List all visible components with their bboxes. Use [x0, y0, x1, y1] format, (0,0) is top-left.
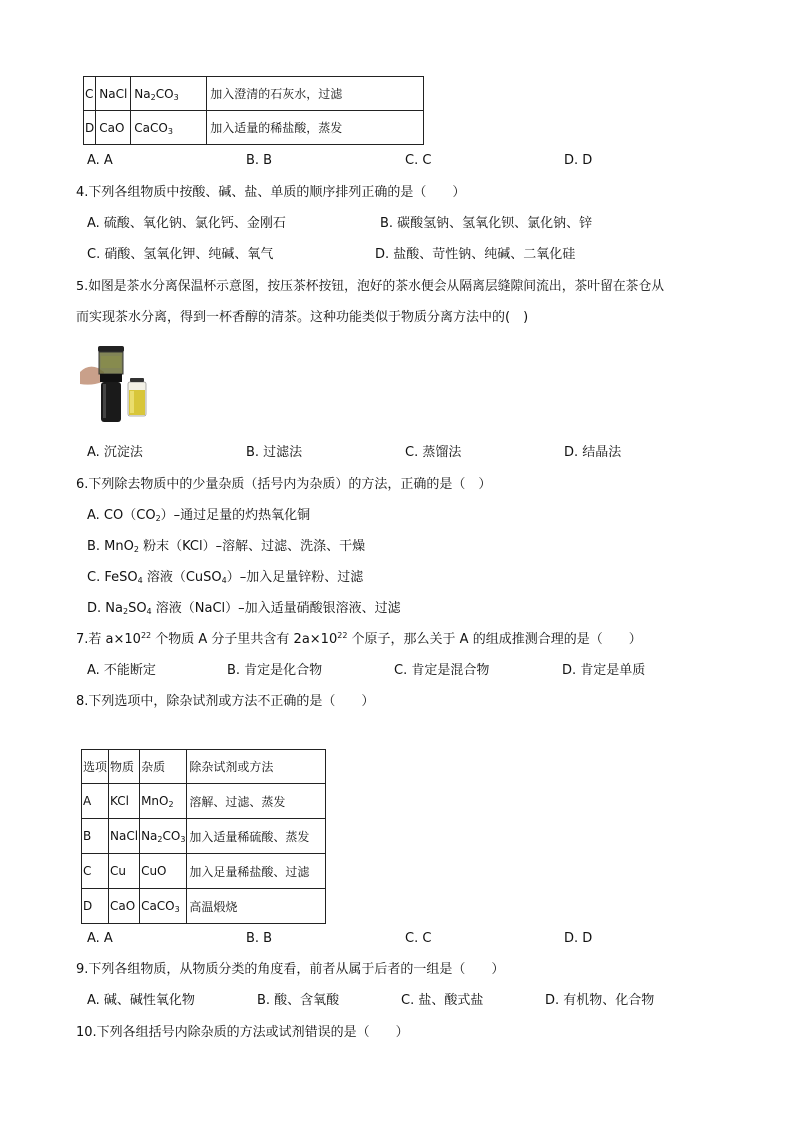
table-cell-substance: CaO [96, 111, 131, 145]
q6-option-c: C. FeSO$_4$ 溶液（CuSO$_4$）–加入足量锌粉、过滤 [87, 570, 364, 585]
table-row [82, 819, 326, 854]
q7-option-d: D. 肯定是单质 [562, 663, 646, 678]
table-cell-substance: NaCl [96, 77, 131, 111]
q7-option-c: C. 肯定是混合物 [394, 663, 490, 678]
table-cell-method: 溶解、过滤、蒸发 [187, 784, 326, 819]
q5-stem-line1: 5.如图是茶水分离保温杯示意图，按压茶杯按钮，泡好的茶水便会从隔离层缝隙间流出，茶叶留在茶仓从 [76, 279, 665, 294]
q3-option-b: B. B [246, 153, 273, 168]
q5-option-a: A. 沉淀法 [87, 445, 143, 460]
table-cell-method: 加入澄清的石灰水，过滤 [207, 77, 424, 111]
table-cell-option: D [82, 889, 109, 924]
table-cell-substance: KCl [109, 784, 140, 819]
q8-option-c: C. C [405, 931, 432, 946]
table-cell-impurity: CaCO$_3$ [131, 111, 207, 145]
q9-option-b: B. 酸、含氧酸 [257, 993, 340, 1008]
table-row [82, 889, 326, 924]
q5-stem-line2: 而实现茶水分离，得到一杯香醇的清茶。这种功能类似于物质分离方法中的( ) [76, 310, 529, 325]
table-cell-substance: NaCl [109, 819, 140, 854]
table-header-option: 选项 [82, 750, 109, 784]
table-cell-option: C [82, 854, 109, 889]
q4-option-a: A. 硫酸、氧化钠、氯化钙、金刚石 [87, 216, 286, 231]
q4-option-d: D. 盐酸、苛性钠、纯碱、二氧化硅 [375, 247, 576, 262]
q5-option-c: C. 蒸馏法 [405, 445, 462, 460]
table-header-row [82, 750, 326, 784]
q8-table [81, 749, 326, 924]
q7-stem: 7.若 $a\times 10^{22}$ 个物质 A 分子里共含有 $2a\times 10^{22}$ 个原子，那么关于 A 的组成推测合理的是（ ） [76, 631, 642, 647]
table-cell-option: A [82, 784, 109, 819]
table-cell-substance: CaO [109, 889, 140, 924]
table-header-method: 除杂试剂或方法 [187, 750, 326, 784]
q9-option-a: A. 碱、碱性氧化物 [87, 993, 195, 1008]
table-header-substance: 物质 [109, 750, 140, 784]
q4-option-b: B. 碳酸氢钠、氢氧化钡、氯化钠、锌 [380, 216, 593, 231]
q7-option-b: B. 肯定是化合物 [227, 663, 323, 678]
q3-option-c: C. C [405, 153, 432, 168]
q8-option-d: D. D [564, 931, 593, 946]
table-cell-substance: Cu [109, 854, 140, 889]
q4-stem: 4.下列各组物质中按酸、碱、盐、单质的顺序排列正确的是（ ） [76, 185, 466, 200]
table-row [84, 111, 424, 145]
q10-stem: 10.下列各组括号内除杂质的方法或试剂错误的是（ ） [76, 1025, 409, 1040]
q8-option-b: B. B [246, 931, 273, 946]
table-cell-option: B [82, 819, 109, 854]
q9-option-c: C. 盐、酸式盐 [401, 993, 484, 1008]
q9-stem: 9.下列各组物质，从物质分类的角度看，前者从属于后者的一组是（ ） [76, 962, 505, 977]
table-cell-method: 加入足量稀盐酸、过滤 [187, 854, 326, 889]
tea-cup-photo [80, 342, 158, 426]
q8-stem: 8.下列选项中，除杂试剂或方法不正确的是（ ） [76, 694, 375, 709]
table-row [82, 784, 326, 819]
q8-option-a: A. A [87, 931, 113, 946]
table-cell-impurity: $Na_2CO_3$ [131, 77, 207, 111]
q3-option-d: D. D [564, 153, 593, 168]
q5-option-b: B. 过滤法 [246, 445, 303, 460]
table-cell-impurity: CuO [140, 854, 187, 889]
q9-option-d: D. 有机物、化合物 [545, 993, 655, 1008]
q6-option-b: B. MnO$_2$ 粉末（KCl）–溶解、过滤、洗涤、干燥 [87, 539, 366, 554]
table-cell-impurity: CaCO$_3$ [140, 889, 187, 924]
table-cell-impurity: MnO$_2$ [140, 784, 187, 819]
q5-option-d: D. 结晶法 [564, 445, 622, 460]
q6-stem: 6.下列除去物质中的少量杂质（括号内为杂质）的方法，正确的是（ ） [76, 477, 492, 492]
q4-option-c: C. 硝酸、氢氧化钾、纯碱、氧气 [87, 247, 274, 262]
table-cell-option: D [84, 111, 96, 145]
q6-option-a: A. $CO(CO_2)-$通过足量的灼热氧化铜 [87, 508, 311, 523]
table-row [84, 77, 424, 111]
table-cell-option: C [84, 77, 96, 111]
table-header-impurity: 杂质 [140, 750, 187, 784]
table-row [82, 854, 326, 889]
table-cell-method: 加入适量的稀盐酸，蒸发 [207, 111, 424, 145]
table-cell-method: 加入适量稀硫酸、蒸发 [187, 819, 326, 854]
top-table [83, 76, 424, 145]
q6-option-d: D. $Na_2SO_4$ 溶液（NaCl）–加入适量硝酸银溶液、过滤 [87, 601, 401, 616]
q3-option-a: A. A [87, 153, 113, 168]
table-cell-impurity: $Na_2CO_3$ [140, 819, 187, 854]
q7-option-a: A. 不能断定 [87, 663, 156, 678]
table-cell-method: 高温煅烧 [187, 889, 326, 924]
